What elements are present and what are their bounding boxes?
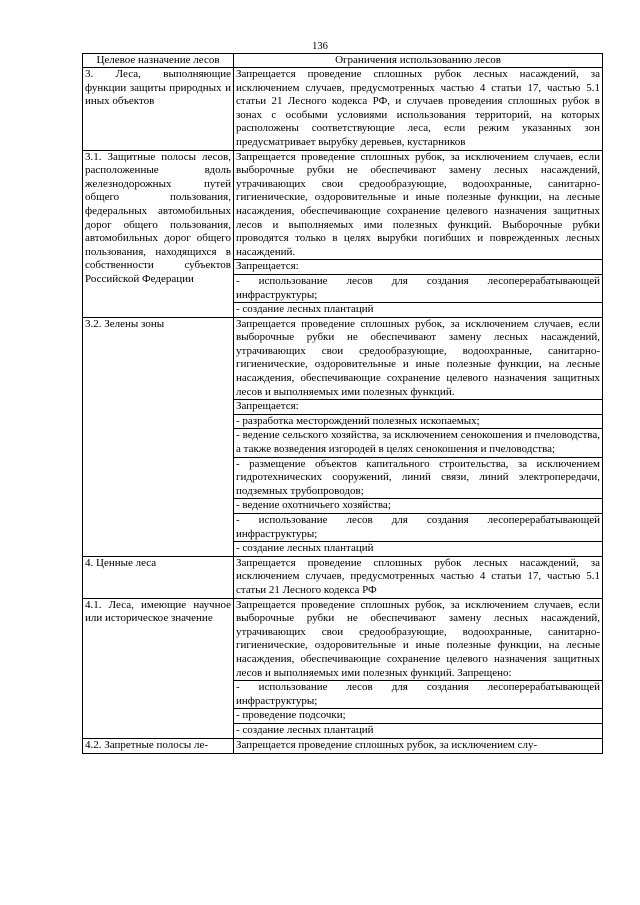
restriction-segment: - создание лесных плантаций [234, 723, 602, 738]
restriction-segment: Запрещается проведение сплошных рубок лесных насаждений, за исключением случаев, предусмотренных частью 4 статьи 17, частью 5.1 статьи 21 Лесного кодекса РФ, и случаев проведения сплошных рубок в зонах с особыми условиями использования территорий, на которых расположены соответствующие леса, если режим указанных зон предусматривает вырубку деревьев, кустарников [236, 68, 600, 148]
row-restrictions [234, 556, 603, 598]
restriction-segment: - создание лесных плантаций [234, 302, 602, 317]
table-row [83, 738, 603, 753]
table-row [83, 150, 603, 317]
restriction-segment: - создание лесных плантаций [234, 541, 602, 556]
restriction-segment: - проведение подсочки; [234, 708, 602, 723]
row-restrictions [234, 150, 603, 317]
restriction-segment: - использование лесов для создания лесоперерабатывающей инфраструктуры; [236, 274, 600, 301]
row-category: 4. Ценные леса [83, 556, 234, 598]
row-category: 3.2. Зелены зоны [83, 317, 234, 556]
restriction-segment: Запрещается: [234, 259, 602, 274]
table-row [83, 68, 603, 151]
restriction-segment: - размещение объектов капитального строительства, за исключением гидротехнических сооружений, линий связи, линий электропередачи, подземных трубопроводов; [236, 457, 600, 497]
table-row [83, 598, 603, 738]
restriction-segment: Запрещается проведение сплошных рубок лесных насаждений, за исключением случаев, предусмотренных частью 4 статьи 17, частью 5.1 статьи 21 Лесного кодекса РФ [236, 556, 600, 596]
page-number: 136 [312, 41, 328, 52]
forest-restrictions-table [82, 53, 603, 754]
row-restrictions [234, 317, 603, 556]
header-purpose: Целевое назначение лесов [83, 54, 234, 68]
header-restrictions: Ограничения использованию лесов [234, 54, 603, 68]
restriction-segment: - ведение сельского хозяйства, за исключением сенокошения и пчеловодства, а также возведения изгородей в целях сенокошения и пчеловодства; [236, 429, 600, 456]
row-category: 3. Леса, выполняющие функции защиты природных и иных объектов [83, 68, 234, 151]
table-row [83, 317, 603, 556]
row-category: 3.1. Защитные полосы лесов, расположенные вдоль железнодорожных путей общего пользования, федеральных автомобильных дорог общего пользования, автомобильных дорог общего пользования, находящихся в собственности субъектов Российской Федерации [83, 150, 234, 317]
restriction-segment: Запрещается проведение сплошных рубок, за исключением случаев, если выборочные рубки не обеспечивают замену лесных насаждений, утрачивающих свои средообразующие, водоохранные, санитарно-гигиенические, оздоровительные и иные полезные функции, на лесные насаждения, обеспечивающие сохранение целевого назначения защитных лесов и выполняемых ими полезных функций. [236, 317, 600, 398]
row-restrictions [234, 68, 603, 151]
row-category: 4.1. Леса, имеющие научное или историческое значение [83, 598, 234, 738]
table-row [83, 556, 603, 598]
row-restrictions [234, 598, 603, 738]
restriction-segment: - ведение охотничьего хозяйства; [234, 498, 602, 513]
restriction-segment: Запрещается проведение сплошных рубок, за исключением случаев, если выборочные рубки не обеспечивают замену лесных насаждений, утрачивающих свои средообразующие, водоохранные, санитарно-гигиенические, оздоровительные и иные полезные функции, на лесные насаждения, обеспечивающие сохранение целевого назначения защитных лесов и выполняемых ими полезных функций. Запрещено: [236, 598, 600, 679]
row-restrictions [234, 738, 603, 753]
restriction-segment: - использование лесов для создания лесоперерабатывающей инфраструктуры; [236, 681, 600, 707]
restriction-segment: Запрещается: [234, 399, 602, 414]
restriction-segment: - разработка месторождений полезных ископаемых; [234, 414, 602, 429]
restriction-segment: Запрещается проведение сплошных рубок, за исключением случаев, если выборочные рубки не обеспечивают замену лесных насаждений, утрачивающих свои средообразующие, водоохранные, санитарно-гигиенические, оздоровительные и иные полезные функции, на лесные насаждения, обеспечивающие сохранение целевого назначения защитных лесов и выполняемых ими полезных функций. Выборочные рубки проводятся только в целях вырубки погибших и поврежденных лесных насаждений. [236, 150, 600, 258]
row-category: 4.2. Запретные полосы ле- [83, 738, 234, 753]
table-header-row [83, 54, 603, 68]
restriction-segment: - использование лесов для создания лесоперерабатывающей инфраструктуры; [236, 514, 600, 540]
restriction-segment: Запрещается проведение сплошных рубок, за исключением слу- [236, 738, 538, 751]
